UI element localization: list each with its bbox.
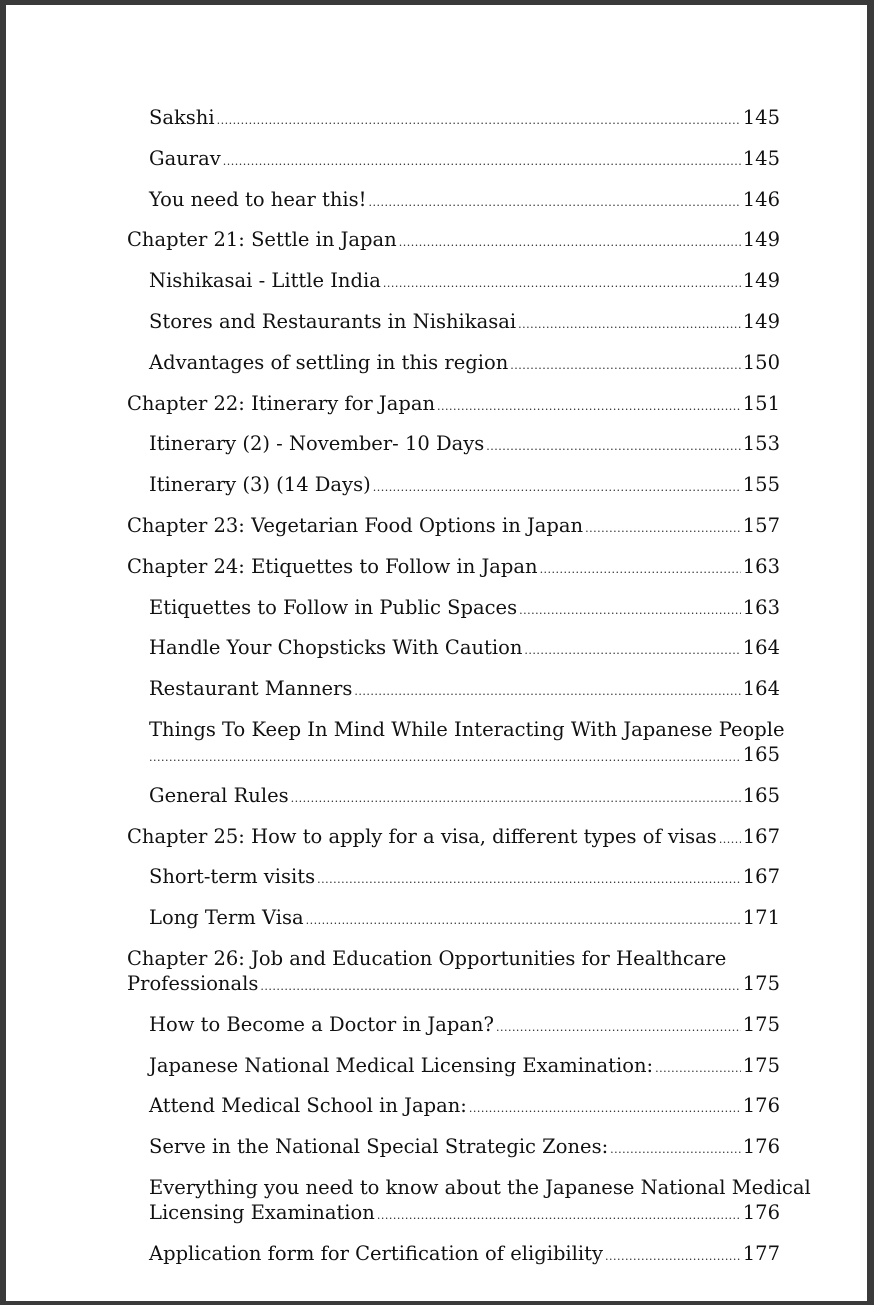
toc-entry-page: 146 — [742, 187, 780, 211]
toc-entry-page: 164 — [742, 677, 780, 701]
toc-chapter-entry — [127, 554, 780, 582]
dot-leader — [518, 312, 741, 337]
toc-entry-page: 175 — [742, 1053, 780, 1077]
dot-leader — [260, 974, 740, 999]
toc-entry-page: 149 — [742, 269, 780, 293]
toc-entry — [127, 187, 780, 215]
dot-leader — [605, 1244, 741, 1269]
dot-leader — [655, 1056, 741, 1081]
toc-entry — [127, 595, 780, 623]
toc-entry-page: 175 — [742, 1012, 780, 1036]
toc-entry-title: General Rules — [149, 783, 289, 807]
toc-entry — [127, 431, 780, 459]
toc-entry-page: 149 — [742, 309, 780, 333]
toc-entry — [127, 905, 780, 933]
dot-leader — [524, 638, 740, 663]
toc-chapter-entry — [127, 946, 780, 999]
toc-chapter-entry — [127, 227, 780, 255]
toc-entry-page: 176 — [742, 1200, 780, 1224]
dot-leader — [610, 1137, 741, 1162]
dot-leader — [354, 679, 740, 704]
toc-entry-page: 155 — [742, 473, 780, 497]
toc-entry — [127, 1053, 780, 1081]
toc-entry-title: Serve in the National Special Strategic Zones: — [149, 1135, 609, 1159]
toc-entry-page: 165 — [742, 783, 780, 807]
document-page — [6, 5, 867, 1301]
dot-leader — [510, 353, 741, 378]
toc-entry-page: 176 — [742, 1135, 780, 1159]
toc-entry-title: Chapter 23: Vegetarian Food Options in Japan — [127, 513, 584, 537]
toc-entry-title: Japanese National Medical Licensing Examination: — [149, 1053, 654, 1077]
dot-leader — [399, 230, 741, 255]
toc-entry-title: Long Term Visa — [149, 906, 304, 930]
toc-entry-page: 167 — [742, 865, 780, 889]
toc-entry-page: 150 — [742, 350, 780, 374]
toc-entry — [127, 676, 780, 704]
toc-entry-title-line1: Everything you need to know about the Japanese National Medical — [149, 1175, 811, 1199]
dot-leader — [540, 557, 741, 582]
dot-leader — [373, 475, 741, 500]
toc-entry-title: You need to hear this! — [149, 187, 367, 211]
dot-leader — [369, 190, 741, 215]
toc-chapter-entry — [127, 824, 780, 852]
toc-entry-page: 163 — [742, 554, 780, 578]
toc-entry-page: 149 — [742, 228, 780, 252]
toc-entry-page: 176 — [742, 1094, 780, 1118]
toc-entry-title: Itinerary (3) (14 Days) — [149, 473, 371, 497]
toc-entry-page: 153 — [742, 432, 780, 456]
toc-entry — [127, 350, 780, 378]
toc-entry-title-line1: Chapter 26: Job and Education Opportunities for Healthcare — [127, 946, 727, 970]
toc-entry-page: 177 — [742, 1241, 780, 1265]
toc-entry — [127, 783, 780, 811]
toc-entry — [127, 105, 780, 133]
toc-entry — [127, 1175, 811, 1228]
toc-entry-title: Stores and Restaurants in Nishikasai — [149, 309, 517, 333]
toc-chapter-entry — [127, 391, 780, 419]
toc-entry — [127, 309, 780, 337]
toc-entry-title: Attend Medical School in Japan: — [149, 1094, 467, 1118]
dot-leader — [223, 149, 741, 174]
toc-entry-title: Chapter 21: Settle in Japan — [127, 228, 397, 252]
toc-entry — [127, 864, 780, 892]
toc-entry-title: Itinerary (2) - November- 10 Days — [149, 432, 485, 456]
toc-entry-page: 165 — [742, 742, 780, 766]
toc-entry-title: Restaurant Manners — [149, 677, 353, 701]
toc-entry-title-line1: Things To Keep In Mind While Interacting With Japanese People — [149, 717, 785, 741]
dot-leader — [291, 786, 741, 811]
toc-entry-title: Sakshi — [149, 106, 215, 129]
toc-entry-title: Licensing Examination — [149, 1200, 375, 1224]
dot-leader — [496, 1015, 741, 1040]
toc-entry-title: Chapter 25: How to apply for a visa, different types of visas — [127, 824, 717, 848]
dot-leader — [149, 745, 741, 770]
toc-entry — [127, 268, 780, 296]
toc-entry-page: 145 — [742, 106, 780, 129]
toc-entry — [127, 472, 780, 500]
dot-leader — [719, 827, 741, 852]
dot-leader — [437, 394, 741, 419]
toc-entry — [127, 1012, 780, 1040]
toc-entry-title: Chapter 22: Itinerary for Japan — [127, 391, 436, 415]
dot-leader — [377, 1203, 741, 1228]
dot-leader — [306, 908, 741, 933]
dot-leader — [585, 516, 741, 541]
toc-entry — [127, 635, 780, 663]
toc-entry-page: 163 — [742, 595, 780, 619]
dot-leader — [519, 598, 741, 623]
toc-entry-page: 171 — [742, 906, 780, 930]
dot-leader — [469, 1096, 741, 1121]
toc-entry-title: Nishikasai - Little India — [149, 269, 381, 293]
toc-entry — [127, 1241, 780, 1269]
toc-entry-page: 157 — [742, 513, 780, 537]
toc-entry-title: Gaurav — [149, 146, 221, 170]
toc-entry-page: 164 — [742, 636, 780, 660]
toc-entry-title: Handle Your Chopsticks With Caution — [149, 636, 523, 660]
toc-entry-title: Application form for Certification of eligibility — [149, 1241, 603, 1265]
toc-entry-page: 175 — [742, 971, 780, 995]
dot-leader — [317, 867, 741, 892]
toc-entry-title: Short-term visits — [149, 865, 316, 889]
toc-entry — [127, 146, 780, 174]
toc-entry-page: 167 — [742, 824, 780, 848]
toc-entry-title: Chapter 24: Etiquettes to Follow in Japan — [127, 554, 538, 578]
toc-entry-title: Etiquettes to Follow in Public Spaces — [149, 595, 518, 619]
dot-leader — [383, 271, 741, 296]
toc-entry-page: 145 — [742, 146, 780, 170]
dot-leader — [486, 434, 741, 459]
toc-entry — [127, 717, 785, 770]
toc-entry-title: Professionals — [127, 971, 259, 995]
dot-leader — [217, 108, 741, 133]
toc-entry — [127, 1134, 780, 1162]
toc-entry — [127, 1093, 780, 1121]
toc-chapter-entry — [127, 513, 780, 541]
toc-entry-title: Advantages of settling in this region — [149, 350, 509, 374]
toc-entry-title: How to Become a Doctor in Japan? — [149, 1012, 494, 1036]
toc-entry-page: 151 — [742, 391, 780, 415]
table-of-contents — [127, 105, 811, 1282]
